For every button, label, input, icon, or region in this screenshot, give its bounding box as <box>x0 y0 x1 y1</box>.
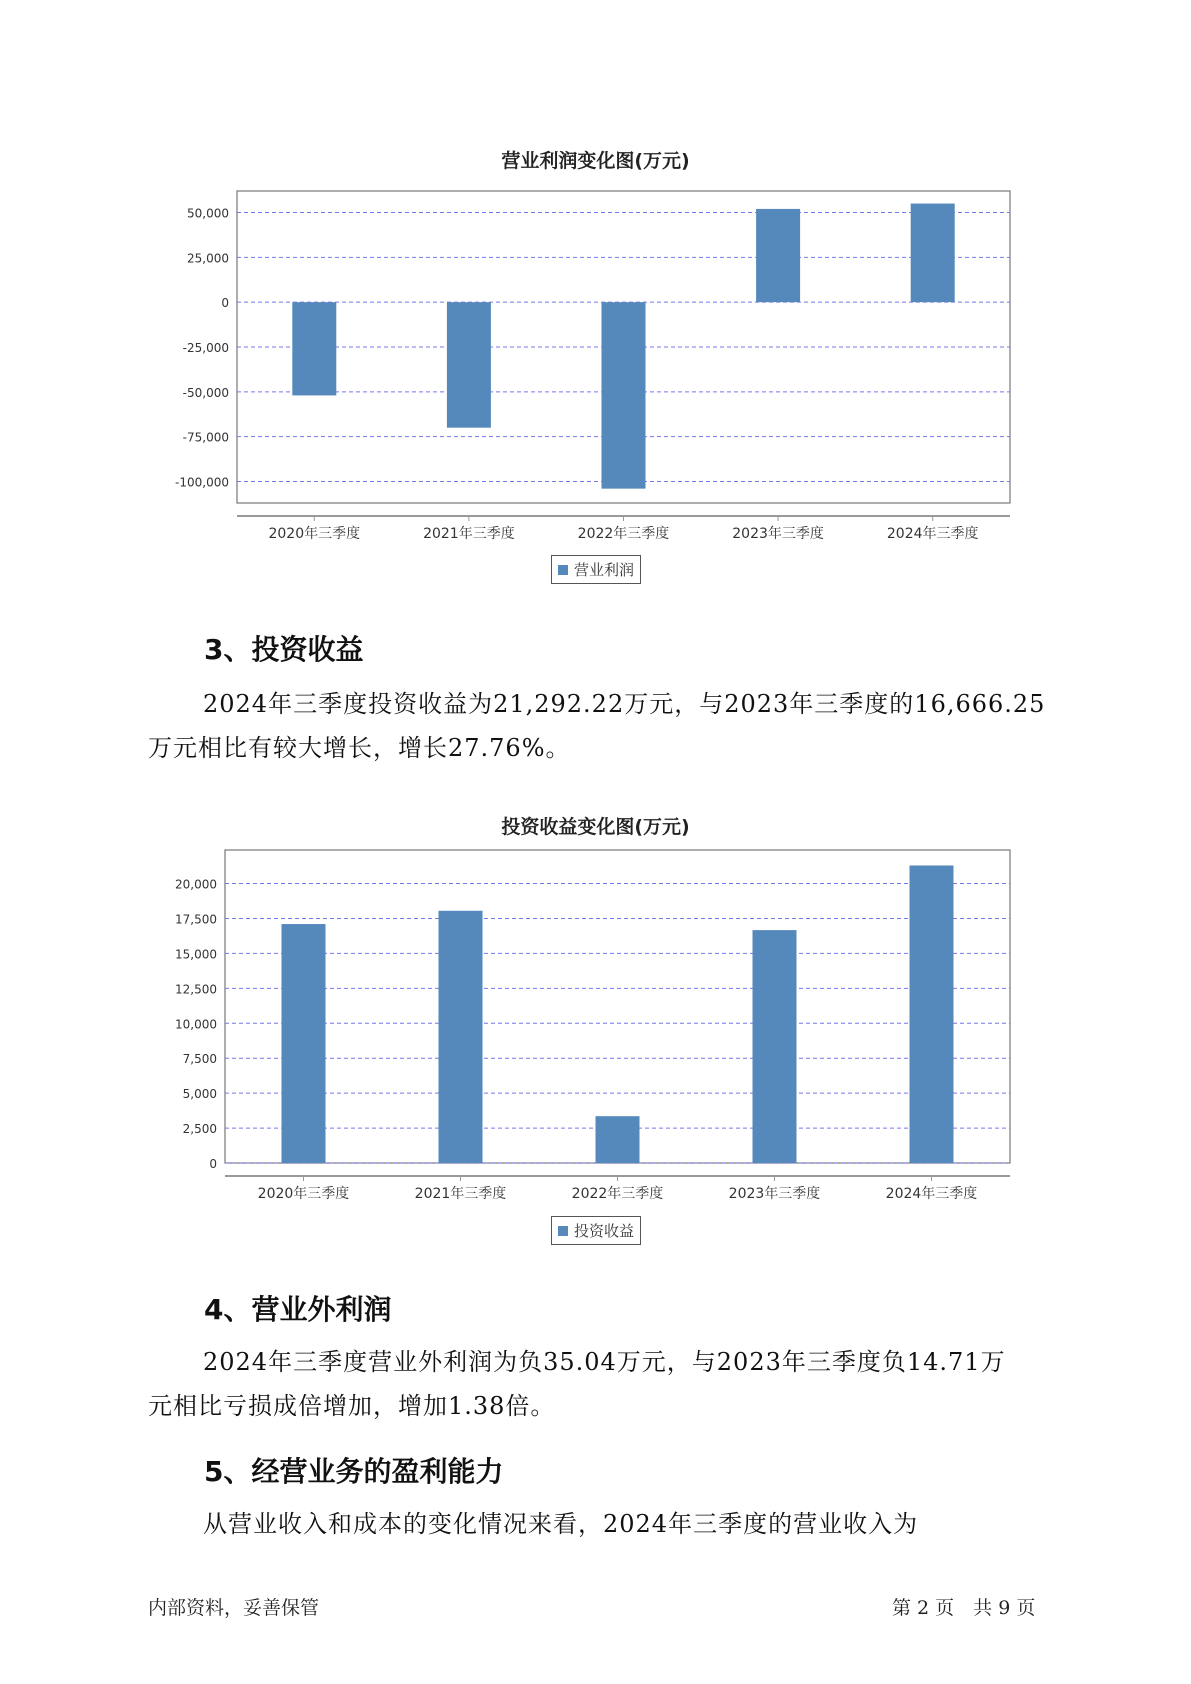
chart2-legend-label: 投资收益 <box>574 1222 635 1240</box>
operating-profit-chart <box>0 0 1191 540</box>
section-heading-investment: 3、投资收益 <box>204 633 364 666</box>
chart1-ytick-label: 0 <box>221 296 229 311</box>
chart1-ytick-label: -75,000 <box>182 430 229 445</box>
legend-swatch <box>558 1226 568 1236</box>
footer-page-number: 第 2 页 共 9 页 <box>892 1597 1036 1619</box>
investment-paragraph-line1: 2024年三季度投资收益为21,292.22万元，与2023年三季度的16,666.25 <box>203 690 1046 718</box>
chart1-ytick-label: -25,000 <box>182 341 229 355</box>
chart2-xtick-label: 2021年三季度 <box>414 1186 507 1202</box>
chart1-bar <box>602 302 646 488</box>
chart2-bar <box>596 1116 640 1163</box>
chart1-ytick-label: 25,000 <box>187 251 229 266</box>
chart1-bar <box>911 204 955 303</box>
chart2-title: 投资收益变化图(万元) <box>501 816 690 838</box>
chart1-bar <box>292 302 336 395</box>
chart1-ytick-label: 50,000 <box>187 206 229 221</box>
chart1-bar <box>756 209 800 302</box>
profitability-paragraph-line1: 从营业收入和成本的变化情况来看，2024年三季度的营业收入为 <box>203 1510 919 1538</box>
chart1-bar <box>447 302 491 428</box>
chart1-xtick-label: 2024年三季度 <box>886 526 979 540</box>
chart2-bar <box>753 930 797 1163</box>
chart2-plot-area <box>225 850 1010 1163</box>
chart2-ytick-label: 10,000 <box>175 1017 217 1032</box>
chart1-ytick-label: -100,000 <box>175 475 229 490</box>
chart2-ytick-label: 7,500 <box>182 1052 217 1067</box>
chart2-xtick-label: 2022年三季度 <box>571 1186 664 1202</box>
chart2-ytick-label: 5,000 <box>182 1087 217 1102</box>
chart2-ytick-label: 2,500 <box>182 1122 217 1137</box>
chart1-xtick-label: 2022年三季度 <box>577 526 670 540</box>
nonop-paragraph-line1: 2024年三季度营业外利润为负35.04万元，与2023年三季度负14.71万 <box>203 1348 1006 1376</box>
section-heading-profitability: 5、经营业务的盈利能力 <box>204 1455 504 1488</box>
footer-confidential: 内部资料，妥善保管 <box>148 1597 320 1619</box>
chart1-xtick-label: 2020年三季度 <box>268 526 361 540</box>
chart1-legend <box>551 555 641 584</box>
chart2-ytick-label: 20,000 <box>175 877 217 892</box>
chart1-xtick-label: 2023年三季度 <box>732 526 824 540</box>
legend-swatch <box>558 565 568 575</box>
chart2-xtick-label: 2024年三季度 <box>885 1186 978 1202</box>
chart2-ytick-label: 0 <box>209 1157 217 1171</box>
investment-income-chart <box>0 830 1191 1230</box>
chart1-ytick-label: -50,000 <box>182 385 229 400</box>
chart2-ytick-label: 17,500 <box>175 912 217 927</box>
chart2-bar <box>910 865 954 1163</box>
chart2-ytick-label: 12,500 <box>175 982 217 997</box>
chart2-xtick-label: 2023年三季度 <box>728 1186 821 1202</box>
section-heading-nonoperating: 4、营业外利润 <box>204 1293 392 1326</box>
chart2-legend <box>551 1216 641 1245</box>
chart2-bar <box>282 924 326 1163</box>
chart1-legend-label: 营业利润 <box>574 561 635 579</box>
investment-paragraph-line2: 万元相比有较大增长，增长27.76%。 <box>148 734 571 762</box>
chart2-ytick-label: 15,000 <box>175 947 217 962</box>
chart1-title: 营业利润变化图(万元) <box>501 150 690 172</box>
chart2-bar <box>439 911 483 1163</box>
nonop-paragraph-line2: 元相比亏损成倍增加，增加1.38倍。 <box>148 1392 556 1420</box>
chart2-xtick-label: 2020年三季度 <box>257 1186 350 1202</box>
chart1-xtick-label: 2021年三季度 <box>423 526 515 540</box>
